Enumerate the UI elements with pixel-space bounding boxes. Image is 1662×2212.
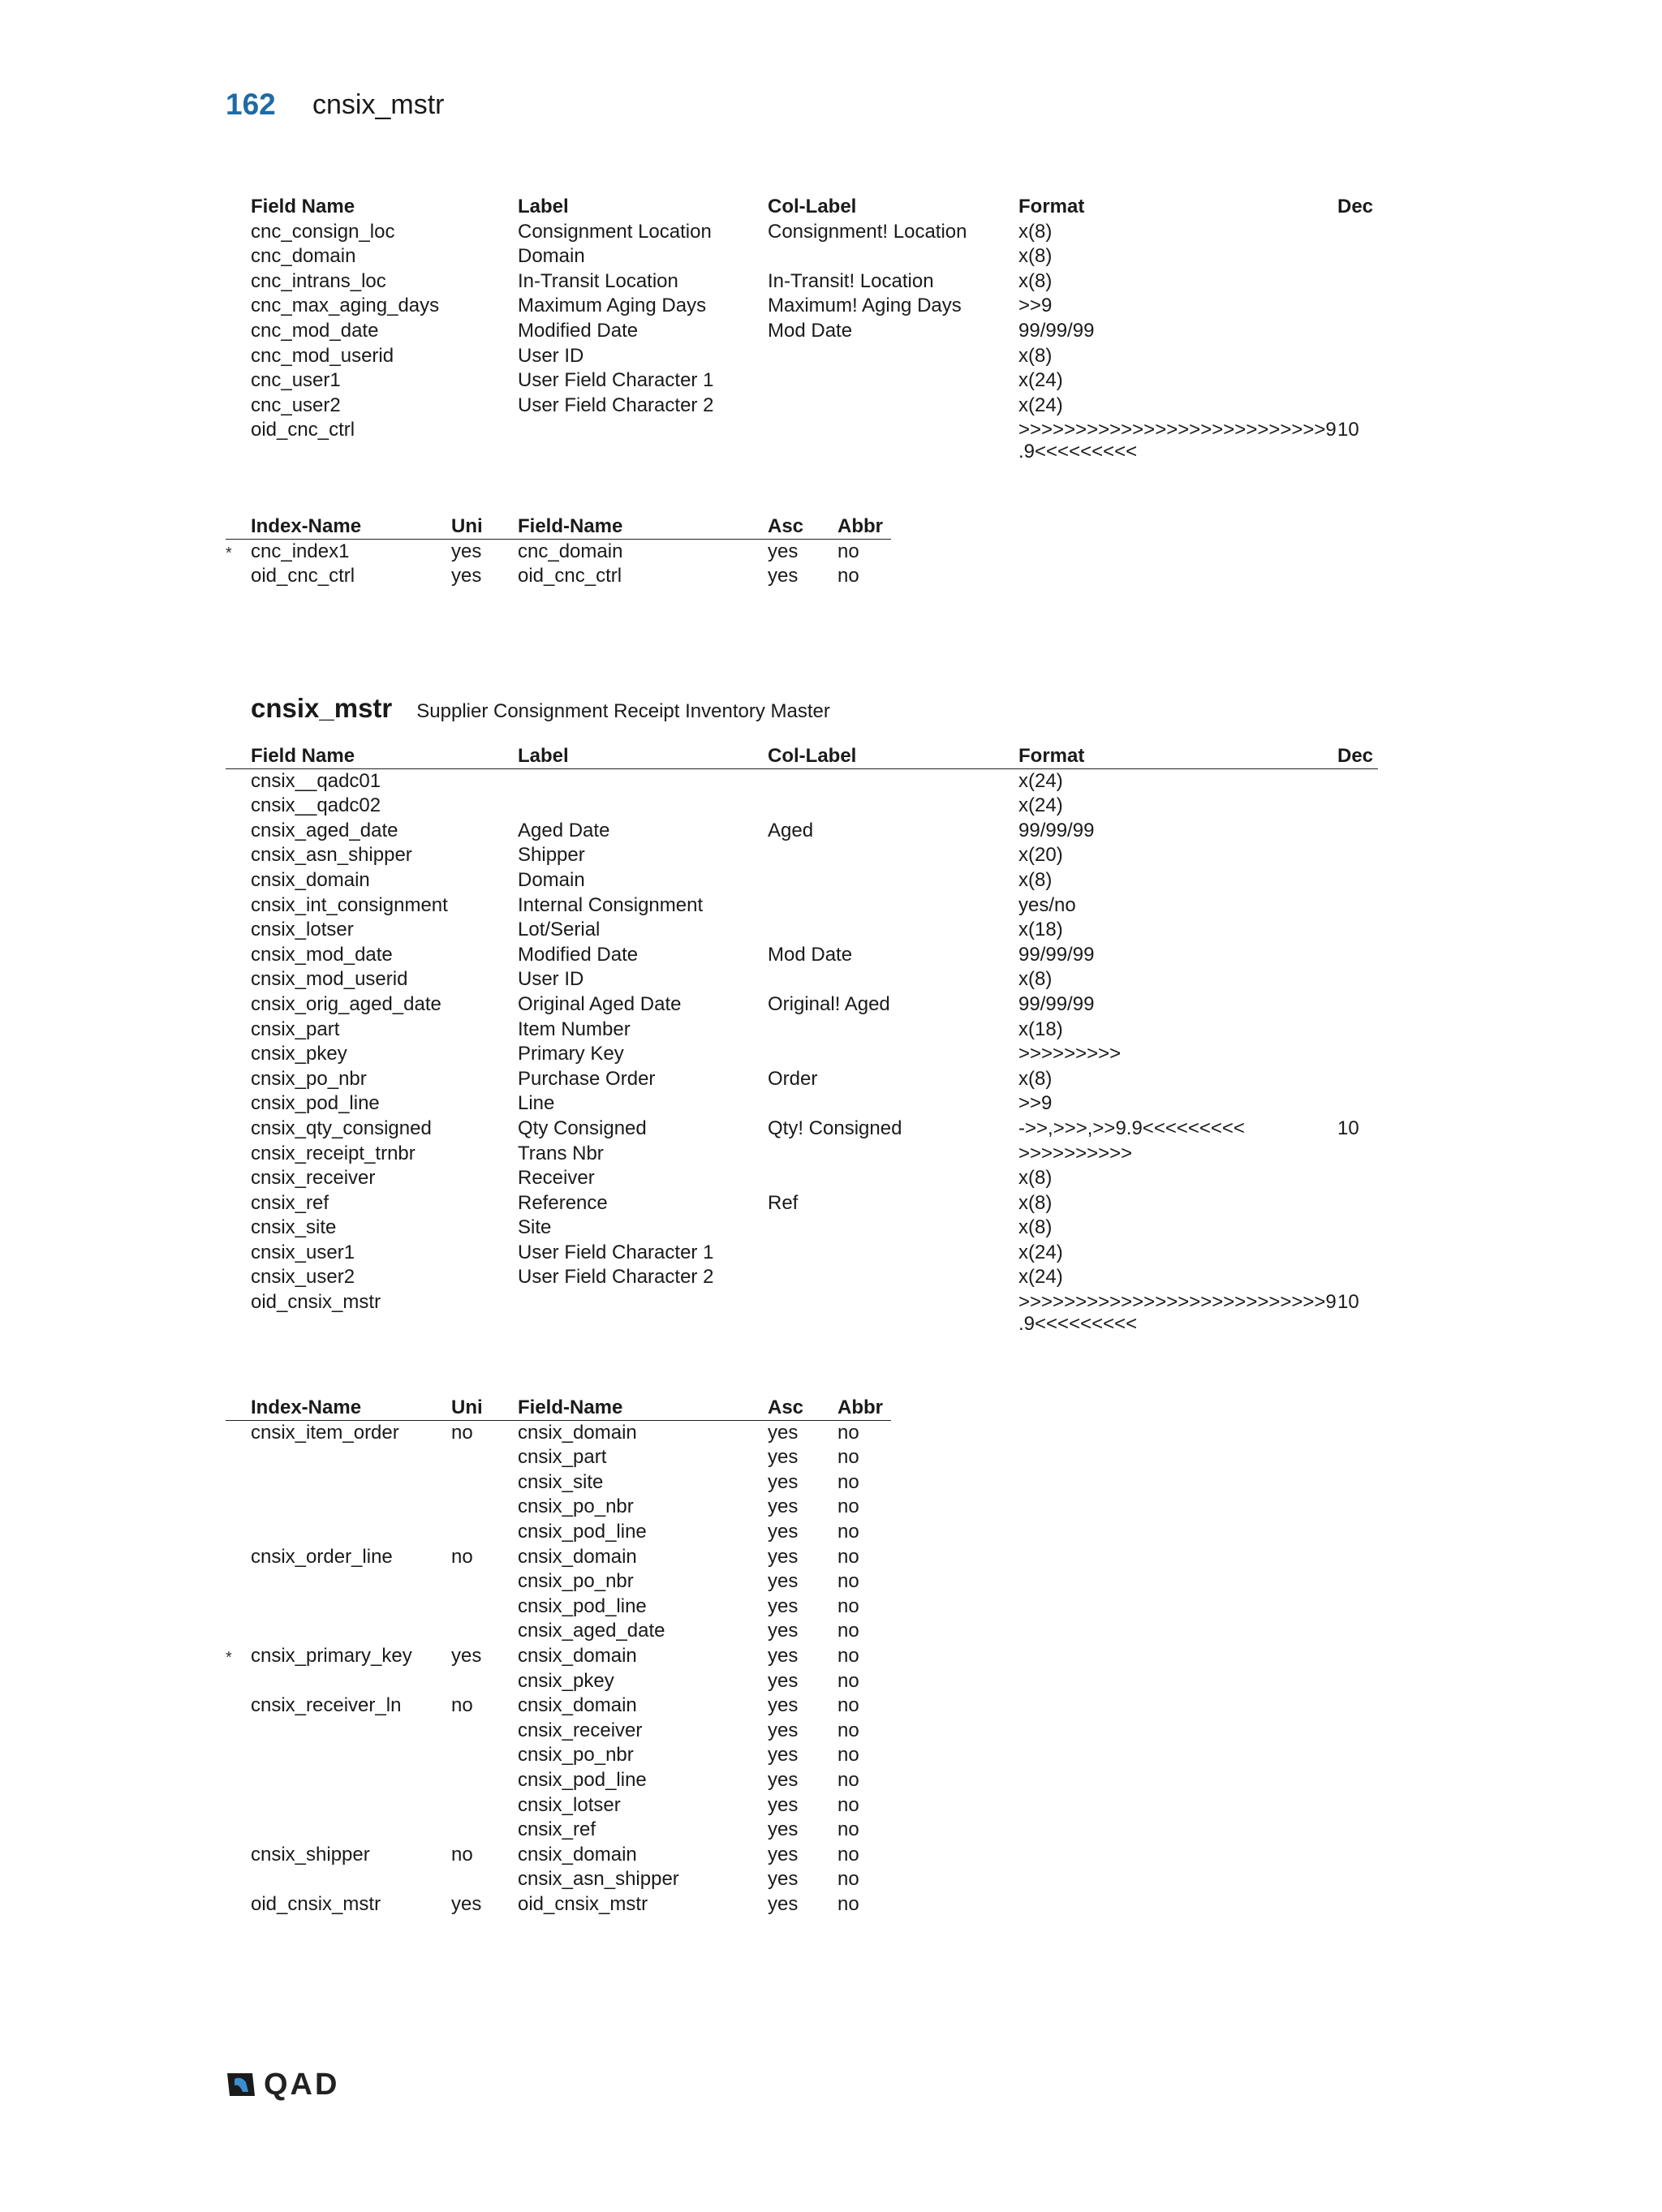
index-abbreviated: no: [837, 1892, 859, 1915]
field-col-label: Ref: [768, 1191, 799, 1214]
field-format: x(8): [1018, 1216, 1053, 1239]
cnc-index-table: [226, 514, 891, 589]
header-asc: Asc: [768, 1396, 804, 1418]
field-row: [226, 244, 1378, 269]
index-field-name: cnsix_asn_shipper: [518, 1868, 679, 1891]
field-label: User Field Character 1: [518, 369, 714, 392]
index-field-name: cnsix_receiver: [518, 1719, 643, 1741]
field-label: Original Aged Date: [518, 992, 682, 1015]
index-row: [226, 1669, 891, 1694]
field-col-label: In-Transit! Location: [768, 269, 934, 292]
index-name: oid_cnsix_mstr: [251, 1892, 381, 1915]
field-label: Domain: [518, 868, 585, 891]
index-rows: [226, 540, 891, 589]
field-rows: [226, 769, 1378, 1335]
field-name: oid_cnc_ctrl: [251, 419, 355, 441]
field-col-label: Maximum! Aging Days: [768, 295, 962, 317]
field-format: x(24): [1018, 394, 1063, 416]
index-field-name: cnsix_domain: [518, 1843, 637, 1866]
field-format: x(8): [1018, 1191, 1053, 1214]
field-col-label: Mod Date: [768, 943, 853, 966]
field-format: x(8): [1018, 1167, 1053, 1190]
cnsix-field-table: [226, 744, 1378, 1335]
index-abbreviated: no: [837, 1694, 859, 1717]
index-abbreviated: no: [837, 1793, 859, 1816]
field-format-continued: .9<<<<<<<<<: [1018, 440, 1138, 463]
field-format: x(8): [1018, 245, 1053, 268]
field-row: [226, 1265, 1378, 1290]
index-field-name: cnsix_pod_line: [518, 1520, 647, 1543]
index-ascending: yes: [768, 1793, 799, 1816]
field-col-label: Mod Date: [768, 319, 853, 342]
field-rows: [226, 220, 1378, 463]
index-field-name: cnsix_po_nbr: [518, 1495, 634, 1518]
index-name: cnsix_order_line: [251, 1545, 393, 1568]
field-format: x(20): [1018, 844, 1063, 867]
primary-index-marker: *: [226, 544, 232, 562]
index-row: [226, 1619, 891, 1644]
field-table-header: [226, 744, 1378, 769]
index-field-name: cnsix_part: [518, 1446, 607, 1469]
index-unique: yes: [451, 565, 482, 587]
header-index-name: Index-Name: [251, 1396, 362, 1418]
field-label: Consignment Location: [518, 220, 712, 243]
field-row: [226, 819, 1378, 844]
index-abbreviated: no: [837, 1520, 859, 1543]
field-label: In-Transit Location: [518, 269, 678, 292]
field-name: cnsix_asn_shipper: [251, 844, 412, 867]
field-format: x(8): [1018, 968, 1053, 991]
field-row: [226, 1018, 1378, 1043]
field-name: cnsix_mod_date: [251, 943, 393, 966]
field-label: Shipper: [518, 844, 585, 867]
field-format: x(8): [1018, 868, 1053, 891]
header-abbr: Abbr: [837, 515, 883, 537]
index-abbreviated: no: [837, 1421, 859, 1444]
field-name: cnsix__qadc02: [251, 794, 381, 817]
index-row: [226, 1818, 891, 1843]
index-rows: [226, 1421, 891, 1917]
index-abbreviated: no: [837, 1719, 859, 1741]
index-ascending: yes: [768, 565, 799, 587]
header-dec: Dec: [1337, 196, 1374, 217]
field-row: [226, 943, 1378, 968]
index-field-name: cnsix_domain: [518, 1694, 637, 1717]
field-format: 99/99/99: [1018, 819, 1095, 841]
field-row-continuation: [226, 1312, 1378, 1335]
field-name: cnsix_int_consignment: [251, 893, 448, 916]
field-format: x(8): [1018, 220, 1053, 243]
index-unique: yes: [451, 1892, 482, 1915]
header-abbr: Abbr: [837, 1396, 883, 1418]
field-format: >>>>>>>>>>: [1018, 1142, 1133, 1164]
index-name: cnsix_item_order: [251, 1421, 399, 1444]
index-ascending: yes: [768, 1620, 799, 1642]
header-field-name: Field-Name: [518, 1396, 623, 1418]
field-name: cnc_mod_date: [251, 319, 379, 342]
field-format: x(8): [1018, 344, 1053, 367]
logo-text: QAD: [264, 2068, 340, 2102]
field-name: cnc_intrans_loc: [251, 269, 386, 292]
index-abbreviated: no: [837, 1570, 859, 1593]
index-field-name: cnsix_pod_line: [518, 1594, 647, 1617]
field-row: [226, 418, 1378, 443]
field-name: oid_cnsix_mstr: [251, 1291, 381, 1314]
index-row: [226, 1793, 891, 1818]
cnsix-index-table: [226, 1396, 891, 1917]
field-label: Modified Date: [518, 319, 639, 342]
index-field-name: cnsix_domain: [518, 1545, 637, 1568]
index-name: oid_cnc_ctrl: [251, 565, 355, 587]
field-label: User ID: [518, 344, 584, 367]
field-label: Primary Key: [518, 1043, 624, 1065]
field-col-label: Order: [768, 1067, 818, 1090]
field-label: User Field Character 2: [518, 1266, 714, 1289]
field-name: cnc_user1: [251, 369, 341, 392]
index-name: cnsix_primary_key: [251, 1644, 412, 1667]
field-row: [226, 769, 1378, 794]
qad-logo-icon: [225, 2071, 257, 2098]
index-ascending: yes: [768, 1768, 799, 1791]
index-ascending: yes: [768, 1818, 799, 1841]
field-name: cnsix_receiver: [251, 1167, 376, 1190]
index-ascending: yes: [768, 1868, 799, 1891]
field-row: [226, 269, 1378, 295]
header-uni: Uni: [451, 515, 483, 537]
index-name: cnsix_receiver_ln: [251, 1694, 402, 1717]
field-label: Domain: [518, 245, 585, 268]
field-name: cnsix_user2: [251, 1266, 355, 1289]
index-unique: yes: [451, 1644, 482, 1667]
field-dec: 10: [1337, 1291, 1359, 1314]
field-col-label: Qty! Consigned: [768, 1117, 902, 1139]
header-uni: Uni: [451, 1396, 483, 1418]
field-row: [226, 1216, 1378, 1241]
index-abbreviated: no: [837, 1744, 859, 1767]
field-label: Purchase Order: [518, 1067, 656, 1090]
field-format: x(24): [1018, 1241, 1063, 1263]
field-format: >>9: [1018, 295, 1053, 317]
index-ascending: yes: [768, 1570, 799, 1593]
index-row: [226, 1470, 891, 1495]
index-row: [226, 1520, 891, 1545]
index-field-name: cnsix_domain: [518, 1644, 637, 1667]
field-name: cnsix_aged_date: [251, 819, 398, 841]
field-name: cnsix_receipt_trnbr: [251, 1142, 416, 1164]
index-ascending: yes: [768, 1545, 799, 1568]
index-name: cnsix_shipper: [251, 1843, 370, 1866]
primary-index-marker: *: [226, 1648, 232, 1667]
field-label: User ID: [518, 968, 584, 991]
index-ascending: yes: [768, 1843, 799, 1866]
index-field-name: cnsix_domain: [518, 1421, 637, 1444]
index-unique: no: [451, 1694, 473, 1717]
field-row: [226, 794, 1378, 819]
index-table-header: [226, 1396, 891, 1421]
field-col-label: Original! Aged: [768, 992, 890, 1015]
field-row: [226, 918, 1378, 943]
section-name: cnsix_mstr: [251, 693, 393, 723]
field-row: [226, 1166, 1378, 1191]
index-ascending: yes: [768, 1694, 799, 1717]
field-format: ->>,>>>,>>9.9<<<<<<<<<: [1018, 1117, 1245, 1139]
field-dec: 10: [1337, 1117, 1359, 1139]
field-format: x(18): [1018, 1018, 1063, 1040]
field-format: 99/99/99: [1018, 319, 1095, 342]
index-row: [226, 1495, 891, 1520]
index-row: [226, 1743, 891, 1768]
field-label: Qty Consigned: [518, 1117, 647, 1139]
header-format: Format: [1018, 196, 1085, 217]
index-abbreviated: no: [837, 1446, 859, 1469]
field-row: [226, 1117, 1378, 1142]
index-name: cnc_index1: [251, 540, 350, 562]
index-field-name: cnsix_ref: [518, 1818, 596, 1841]
index-row: [226, 540, 891, 565]
index-abbreviated: no: [837, 540, 859, 562]
field-format: yes/no: [1018, 893, 1076, 916]
index-row: [226, 1693, 891, 1719]
running-title: cnsix_mstr: [312, 89, 445, 120]
field-name: cnsix_domain: [251, 868, 370, 891]
index-abbreviated: no: [837, 1843, 859, 1866]
field-name: cnsix__qadc01: [251, 769, 381, 792]
index-abbreviated: no: [837, 1620, 859, 1642]
index-row: [226, 1892, 891, 1917]
field-row: [226, 1067, 1378, 1092]
index-field-name: cnsix_aged_date: [518, 1620, 665, 1642]
index-ascending: yes: [768, 1520, 799, 1543]
field-label: Aged Date: [518, 819, 610, 841]
field-label: Item Number: [518, 1018, 631, 1040]
index-unique: yes: [451, 540, 482, 562]
header-label: Label: [518, 745, 569, 767]
index-ascending: yes: [768, 1719, 799, 1741]
field-name: cnsix_part: [251, 1018, 340, 1040]
field-table-header: [226, 195, 1378, 220]
index-row: [226, 564, 891, 589]
index-field-name: cnsix_po_nbr: [518, 1570, 634, 1593]
index-table-header: [226, 514, 891, 540]
field-col-label: Consignment! Location: [768, 220, 967, 243]
header-label: Label: [518, 196, 569, 217]
header-field-name: Field Name: [251, 196, 355, 217]
field-format: x(8): [1018, 1067, 1053, 1090]
index-ascending: yes: [768, 1446, 799, 1469]
index-field-name: cnsix_site: [518, 1470, 604, 1493]
index-row: [226, 1867, 891, 1892]
field-name: cnsix_lotser: [251, 919, 354, 941]
field-label: Maximum Aging Days: [518, 295, 707, 317]
index-abbreviated: no: [837, 1768, 859, 1791]
index-row: [226, 1644, 891, 1669]
field-row: [226, 843, 1378, 868]
field-row: [226, 1191, 1378, 1216]
field-row: [226, 1042, 1378, 1067]
field-format: >>>>>>>>>>>>>>>>>>>>>>>>>>>9: [1018, 1291, 1337, 1314]
field-row-continuation: [226, 440, 1378, 463]
header-index-name: Index-Name: [251, 515, 362, 537]
index-ascending: yes: [768, 1470, 799, 1493]
field-format: x(24): [1018, 1266, 1063, 1289]
index-field-name: oid_cnsix_mstr: [518, 1892, 648, 1915]
index-abbreviated: no: [837, 1644, 859, 1667]
field-format: 99/99/99: [1018, 943, 1095, 966]
field-format: x(18): [1018, 919, 1063, 941]
field-name: cnsix_mod_userid: [251, 968, 408, 991]
index-field-name: cnsix_pkey: [518, 1669, 614, 1692]
field-name: cnsix_user1: [251, 1241, 355, 1263]
index-abbreviated: no: [837, 1594, 859, 1617]
field-label: Trans Nbr: [518, 1142, 604, 1164]
field-row: [226, 868, 1378, 893]
field-row: [226, 220, 1378, 245]
index-row: [226, 1719, 891, 1744]
field-row: [226, 1142, 1378, 1167]
field-row: [226, 1091, 1378, 1117]
header-field-name: Field-Name: [518, 515, 623, 537]
field-name: cnc_user2: [251, 394, 341, 416]
index-abbreviated: no: [837, 1470, 859, 1493]
field-row: [226, 1241, 1378, 1266]
index-ascending: yes: [768, 1495, 799, 1518]
index-ascending: yes: [768, 1594, 799, 1617]
index-abbreviated: no: [837, 565, 859, 587]
index-abbreviated: no: [837, 1818, 859, 1841]
field-name: cnc_consign_loc: [251, 220, 395, 243]
index-ascending: yes: [768, 540, 799, 562]
field-name: cnc_mod_userid: [251, 344, 394, 367]
field-format: x(24): [1018, 794, 1063, 817]
field-label: Lot/Serial: [518, 919, 601, 941]
field-row: [226, 344, 1378, 369]
index-abbreviated: no: [837, 1495, 859, 1518]
index-abbreviated: no: [837, 1868, 859, 1891]
field-name: cnsix_pkey: [251, 1043, 347, 1065]
field-label: Site: [518, 1216, 552, 1239]
field-row: [226, 394, 1378, 419]
field-label: User Field Character 1: [518, 1241, 714, 1263]
index-row: [226, 1445, 891, 1470]
index-row: [226, 1768, 891, 1793]
field-format: x(24): [1018, 769, 1063, 792]
index-abbreviated: no: [837, 1545, 859, 1568]
index-field-name: cnc_domain: [518, 540, 623, 562]
header-col-label: Col-Label: [768, 196, 857, 217]
section-description: Supplier Consignment Receipt Inventory Master: [416, 700, 830, 722]
index-field-name: oid_cnc_ctrl: [518, 565, 622, 587]
field-format: 99/99/99: [1018, 992, 1095, 1015]
field-name: cnc_domain: [251, 245, 356, 268]
field-format-continued: .9<<<<<<<<<: [1018, 1312, 1138, 1335]
field-label: Internal Consignment: [518, 893, 704, 916]
index-abbreviated: no: [837, 1669, 859, 1692]
header-format: Format: [1018, 745, 1085, 767]
field-name: cnsix_ref: [251, 1191, 329, 1214]
field-row: [226, 1290, 1378, 1315]
field-row: [226, 368, 1378, 394]
index-ascending: yes: [768, 1669, 799, 1692]
index-ascending: yes: [768, 1744, 799, 1767]
index-row: [226, 1594, 891, 1620]
field-name: cnsix_po_nbr: [251, 1067, 367, 1090]
index-row: [226, 1843, 891, 1868]
field-dec: 10: [1337, 419, 1359, 441]
index-row: [226, 1421, 891, 1446]
field-label: Receiver: [518, 1167, 595, 1190]
index-unique: no: [451, 1545, 473, 1568]
index-ascending: yes: [768, 1421, 799, 1444]
header-dec: Dec: [1337, 745, 1374, 767]
index-row: [226, 1569, 891, 1594]
header-col-label: Col-Label: [768, 745, 857, 767]
field-format: >>>>>>>>>: [1018, 1043, 1122, 1065]
index-field-name: cnsix_po_nbr: [518, 1744, 634, 1767]
field-name: cnsix_pod_line: [251, 1092, 380, 1115]
page-number: 162: [226, 88, 276, 121]
field-label: User Field Character 2: [518, 394, 714, 416]
field-format: >>9: [1018, 1092, 1053, 1115]
field-name: cnsix_orig_aged_date: [251, 992, 441, 1015]
header-asc: Asc: [768, 515, 804, 537]
index-unique: no: [451, 1843, 473, 1866]
index-ascending: yes: [768, 1892, 799, 1915]
field-name: cnsix_site: [251, 1216, 337, 1239]
index-field-name: cnsix_pod_line: [518, 1768, 647, 1791]
field-name: cnc_max_aging_days: [251, 295, 440, 317]
field-row: [226, 967, 1378, 992]
field-row: [226, 992, 1378, 1018]
index-row: [226, 1545, 891, 1570]
header-field-name: Field Name: [251, 745, 355, 767]
field-format: >>>>>>>>>>>>>>>>>>>>>>>>>>>9: [1018, 419, 1337, 441]
field-name: cnsix_qty_consigned: [251, 1117, 432, 1139]
section-heading: [251, 693, 830, 724]
field-label: Line: [518, 1092, 555, 1115]
index-ascending: yes: [768, 1644, 799, 1667]
index-field-name: cnsix_lotser: [518, 1793, 621, 1816]
field-format: x(8): [1018, 269, 1053, 292]
field-row: [226, 893, 1378, 919]
cnc-field-table: [226, 195, 1378, 463]
field-col-label: Aged: [768, 819, 814, 841]
index-unique: no: [451, 1421, 473, 1444]
field-label: Modified Date: [518, 943, 639, 966]
field-format: x(24): [1018, 369, 1063, 392]
field-label: Reference: [518, 1191, 608, 1214]
field-row: [226, 294, 1378, 319]
field-row: [226, 319, 1378, 344]
